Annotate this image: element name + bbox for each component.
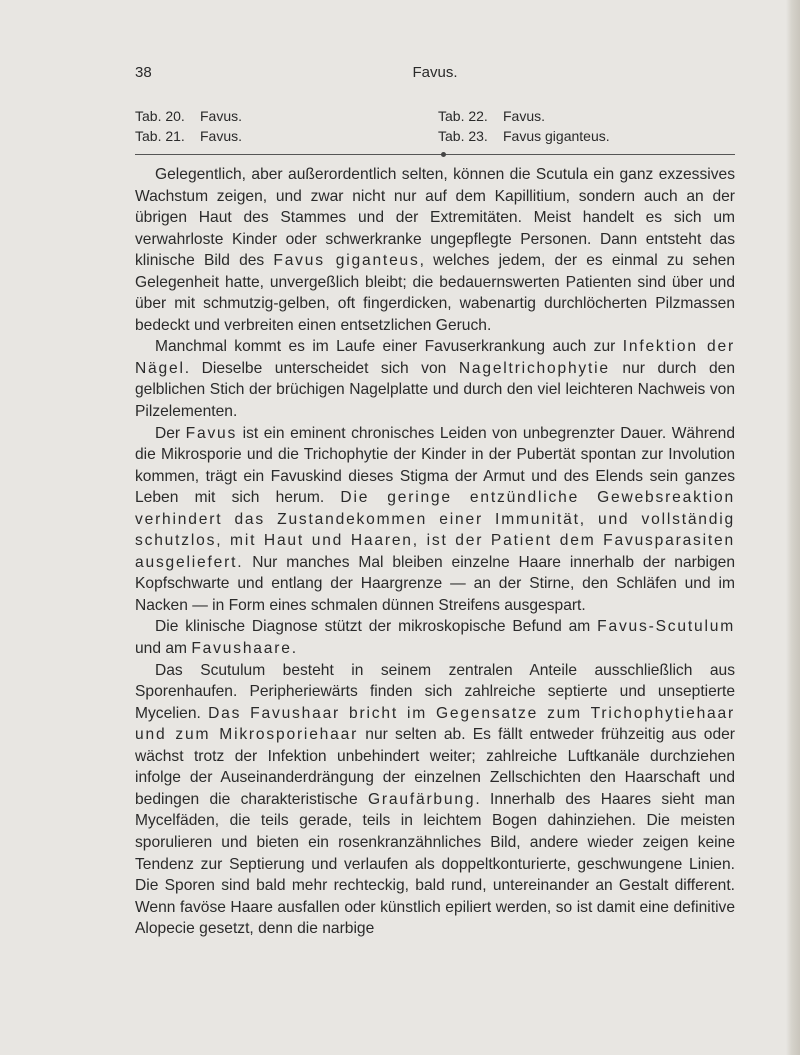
text-run: , welches jedem, der es einmal zu sehen Gelegenheit hatte, unvergeßlich bleibt; die bedauernswerten Patienten sind über und über mit schmutzig-gelben, oft fingerdicken, wabenartig durchlöcherten Pilzmassen bedeckt und verbreiten einen entsetzlichen Geruch. [135,252,735,334]
text-run: Das Scutulum besteht in seinem zentralen Anteile ausschließlich aus Sporenhaufen. Peripheriewärts finden sich zahlreiche septierte und unseptierte Mycelien. [135,661,735,722]
spaced-emphasis-text: Infektion der Nägel [135,338,735,377]
plate-number: Tab. 22. [438,108,488,124]
spaced-emphasis-text: Die geringe entzündliche Gewebsreaktion verhindert das Zustandekommen einer Immunität, und vollständig schutzlos, mit Haut und Haaren, ist der Patient dem Favusparasiten ausgeliefert. [135,489,736,571]
text-run: . Dieselbe unterscheidet sich von [184,359,459,377]
spaced-emphasis-text: Favus-Scutulum [597,618,735,636]
spaced-emphasis-text: Favushaare [191,640,292,658]
plate-item [438,126,718,146]
plate-item [135,126,415,146]
text-run: Manchmal kommt es im Laufe einer Favuserkrankung auch zur [155,338,623,356]
text-run: Die klinische Diagnose stützt der mikroskopische Befund am [155,618,598,636]
page-number: 38 [135,64,152,81]
plate-number: Tab. 20. [135,108,185,124]
plate-item [438,106,718,126]
spaced-emphasis-text: Graufärbung [367,790,476,808]
plate-label: Favus. [200,108,243,124]
text-run: und am [135,640,192,658]
running-title: Favus. [412,64,458,81]
spaced-emphasis-text: Das Favushaar bricht im Gegensatze zum Trichophytiehaar und zum Mikrosporiehaar [135,704,735,744]
plate-item [135,106,415,126]
text-run: . Innerhalb des Haares sieht man Mycelfäden, die teils gerade, teils in leichtem Bogen dahinziehen. Die meisten sporulieren und bieten ein rosenkranzähnliches Bild, andere wieder zeigen keine Tendenz zur Septierung und verlaufen als doppeltkonturierte, geschwungene Linien. Die Sporen sind bald mehr rechteckig, bald rund, untereinander an Gestalt different. Wenn favöse Haare ausfallen oder künstlich epiliert werden, so ist damit eine definitive Alopecie gesetzt, denn die narbige [135,790,735,938]
spaced-emphasis-text: Favus giganteus [273,252,420,270]
plate-label: Favus giganteus. [503,128,610,144]
header-rule [135,154,735,155]
plate-number: Tab. 23. [438,128,488,144]
paragraph [135,164,735,336]
plate-label: Favus. [200,128,243,144]
paragraph [135,336,735,422]
spaced-emphasis-text: Nageltrichophytie [458,359,610,377]
rule-dot [441,152,446,157]
text-run: Der [155,424,186,442]
text-run: Nur manches Mal bleiben einzelne Haare innerhalb der narbigen Kopfschwarte und entlang der Haargrenze — an der Stirne, den Schläfen und im Nacken — in Form eines schmalen dünnen Streifens ausgespart. [135,553,735,614]
text-run: ist ein eminent chronisches Leiden von unbegrenzter Dauer. Während die Mikrosporie und die Trichophytie der Kinder in der Pubertät spontan zur Involution kommen, trägt ein Favuskind dieses Stigma der Armut und des Elends sein ganzes Leben mit sich herum. [135,424,735,507]
page-edge-shadow [786,0,800,1055]
paragraph [135,616,735,659]
text-run: Gelegentlich, aber außerordentlich selten, können die Scutula ein ganz exzessives Wachstum zeigen, und zwar nicht nur auf dem Kapillitium, sondern auch an der übrigen Haut des Stammes und der Extremitäten. Meist handelt es sich um verwahrloste Kinder oder schwerkranke ungepflegte Personen. Dann entsteht das klinische Bild des [135,166,735,270]
plate-number: Tab. 21. [135,128,185,144]
page-header [135,64,735,88]
paragraph [135,660,735,940]
plate-label: Favus. [503,108,546,124]
spaced-emphasis-text: Favus [185,424,238,442]
text-run: nur durch den gelblichen Stich der brüchigen Nagelplatte und durch den viel leichteren Nachweis von Pilzelementen. [135,359,735,421]
body-text [135,164,735,940]
plate-list-right [438,106,718,146]
paragraph [135,423,735,617]
text-run: nur selten ab. Es fällt entweder frühzeitig aus oder wächst trotz der Infektion unbehindert weiter; zahlreiche Luftkanäle durchziehen infolge der Auseinanderdrängung der einzelnen Zellschichten den Haarschaft und bedingen die charakteristische [135,726,736,808]
plate-list-left [135,106,415,146]
text-run: . [291,640,297,658]
